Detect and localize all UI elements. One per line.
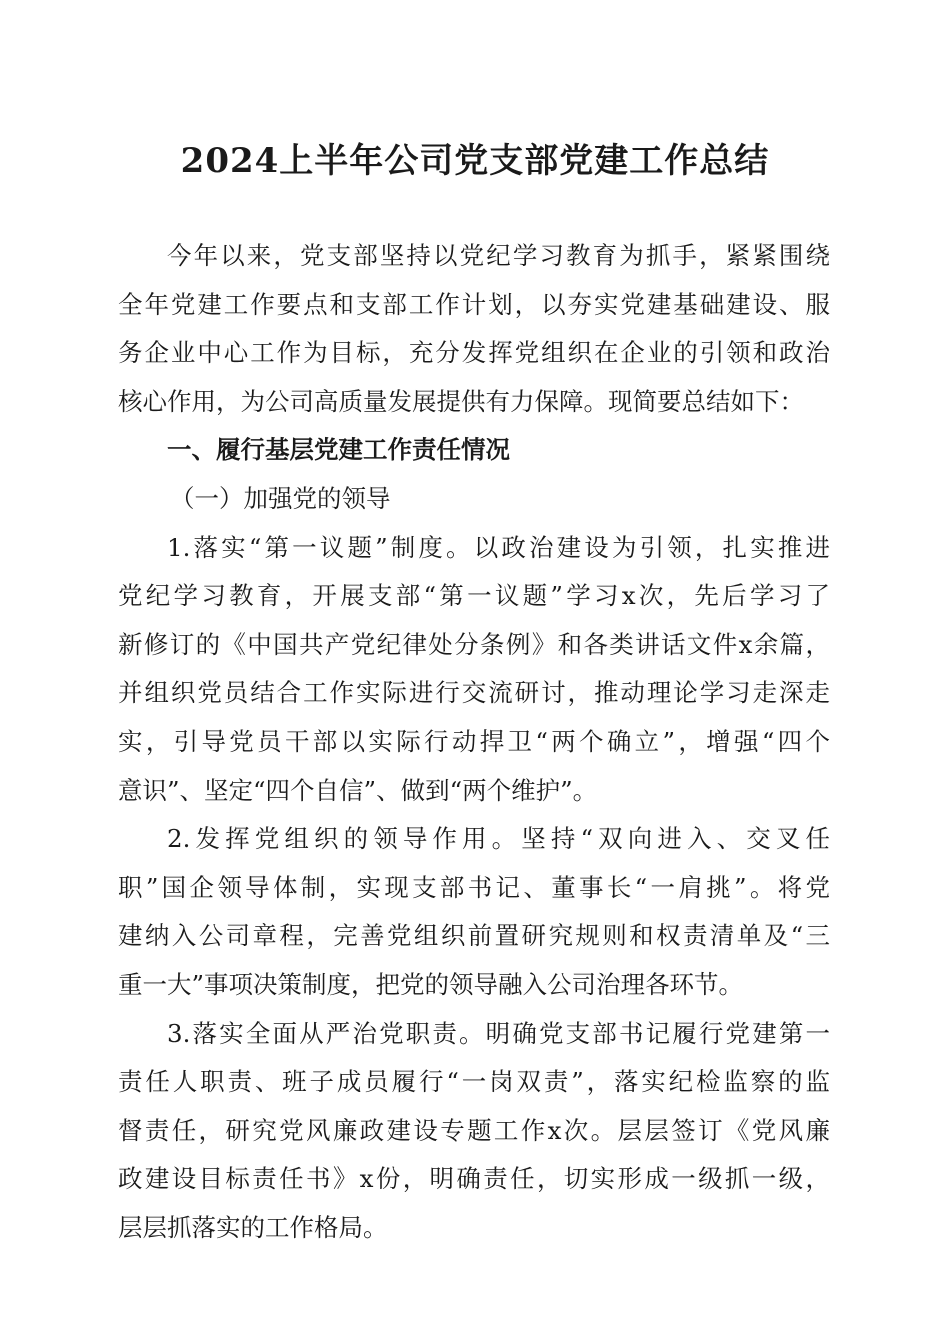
item3-line: 督责任，研究党风廉政建设专题工作x次。层层签订《党风廉 bbox=[118, 1115, 830, 1145]
item2-line: 重一大”事项决策制度，把党的领导融入公司治理各环节。 bbox=[118, 969, 744, 999]
item1-line: 实，引导党员干部以实际行动捍卫“两个确立”，增强“四个 bbox=[118, 726, 830, 756]
item3-line: 政建设目标责任书》x份，明确责任，切实形成一级抓一级， bbox=[118, 1164, 830, 1194]
intro-line: 今年以来，党支部坚持以党纪学习教育为抓手，紧紧围绕 bbox=[167, 241, 830, 270]
item1-line: 并组织党员结合工作实际进行交流研讨，推动理论学习走深走 bbox=[118, 678, 830, 708]
document-title: 2024上半年公司党支部党建工作总结 bbox=[180, 141, 770, 181]
item2-line: 建纳入公司章程，完善党组织前置研究规则和权责清单及“三 bbox=[118, 921, 830, 951]
item1-line: 意识”、坚定“四个自信”、做到“两个维护”。 bbox=[118, 775, 598, 805]
item1-line: 党纪学习教育，开展支部“第一议题”学习x次，先后学习了 bbox=[118, 581, 830, 611]
item1-line: 新修订的《中国共产党纪律处分条例》和各类讲话文件x余篇， bbox=[118, 629, 830, 659]
item2-line: 2.发挥党组织的领导作用。坚持“双向进入、交叉任 bbox=[167, 824, 830, 854]
item3-line: 层层抓落实的工作格局。 bbox=[118, 1212, 388, 1242]
subsection-heading: （一）加强党的领导 bbox=[170, 483, 391, 513]
item2-line: 职”国企领导体制，实现支部书记、董事长“一肩挑”。将党 bbox=[118, 872, 830, 902]
item3-line: 3.落实全面从严治党职责。明确党支部书记履行党建第一 bbox=[167, 1018, 830, 1048]
intro-line: 务企业中心工作为目标，充分发挥党组织在企业的引领和政治 bbox=[118, 338, 830, 368]
section-heading: 一、履行基层党建工作责任情况 bbox=[167, 435, 510, 465]
item3-line: 责任人职责、班子成员履行“一岗双责”，落实纪检监察的监 bbox=[118, 1067, 830, 1097]
intro-line: 全年党建工作要点和支部工作计划，以夯实党建基础建设、服 bbox=[118, 289, 830, 319]
document-body bbox=[118, 232, 830, 1252]
item1-line: 1.落实“第一议题”制度。以政治建设为引领，扎实推进 bbox=[167, 532, 830, 562]
intro-line: 核心作用，为公司高质量发展提供有力保障。现简要总结如下： bbox=[118, 386, 804, 416]
